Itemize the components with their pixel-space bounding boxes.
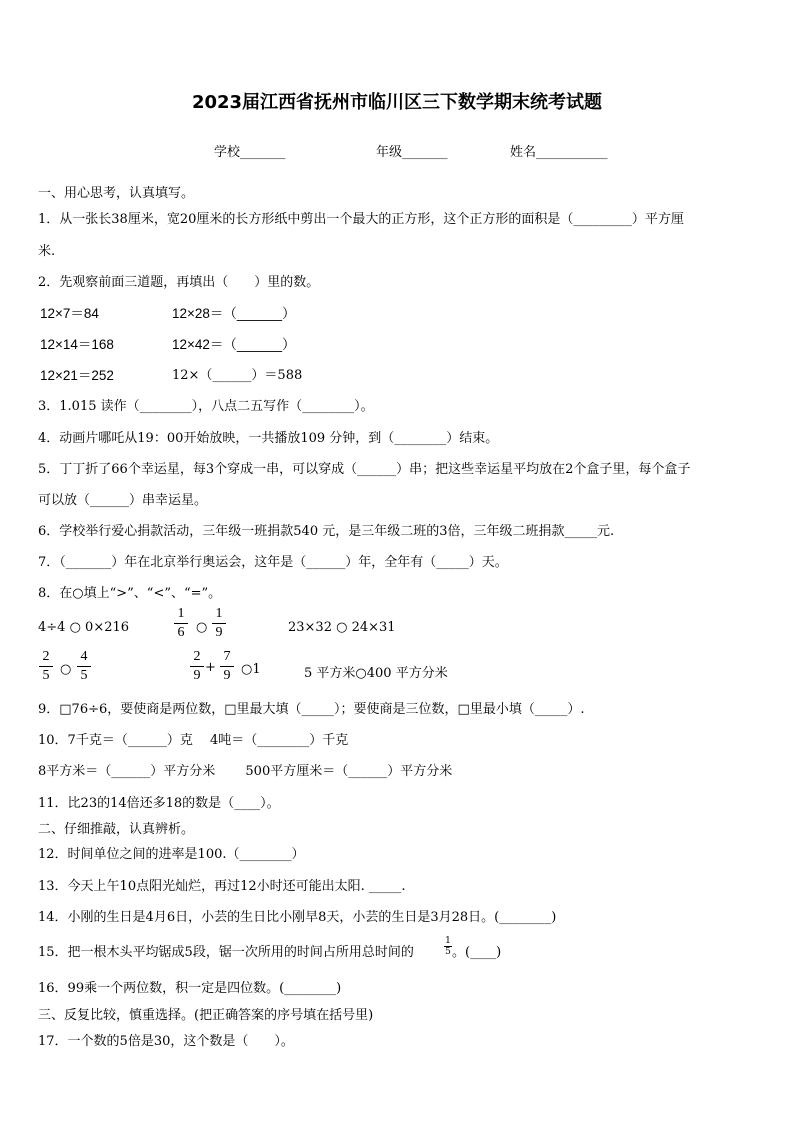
question-1-line-1: 1．从一张长38厘米，宽20厘米的长方形纸中剪出一个最大的正方形，这个正方形的面积是（_________）平方厘 xyxy=(38,212,684,227)
question-3: 3．1.015 读作（________），八点二五写作（________）。 xyxy=(38,399,374,414)
q8-item-f: 5 平方米○400 平方分米 xyxy=(304,666,448,681)
q2-row-3-right: 12×（______）＝588 xyxy=(172,368,303,383)
q8-compare-one: ○1 xyxy=(241,662,261,677)
question-14: 14．小刚的生日是4月6日，小芸的生日比小刚早8天，小芸的生日是3月28日。(________) xyxy=(38,910,557,925)
section-heading-1: 一、用心思考，认真填写。 xyxy=(38,186,195,201)
question-13: 13．今天上午10点阳光灿烂，再过12小时还可能出太阳. _____. xyxy=(38,879,406,894)
q2-row-1-right: 12×28＝（______） xyxy=(172,306,296,321)
q2-row-2-left: 12×14＝168 xyxy=(40,337,114,352)
q2-row-2-right: 12×42＝（______） xyxy=(172,337,296,352)
q15-fraction-1-5: 1 5 xyxy=(445,936,451,957)
question-15-tail: 。(____) xyxy=(452,945,502,960)
q8-fraction-2-5: 2 5 xyxy=(39,649,53,684)
q8-compare-circle: ○ xyxy=(196,620,208,635)
q8-item-a: 4÷4 ○ 0×216 xyxy=(38,620,130,635)
question-7: 7．（_______）年在北京举行奥运会，这年是（______）年，全年有（_____）天。 xyxy=(38,555,508,570)
section-heading-2: 二、仔细推敲，认真辨析。 xyxy=(38,822,195,837)
question-6: 6．学校举行爱心捐款活动，三年级一班捐款540 元，是三年级二班的3倍，三年级二班捐款_____元. xyxy=(38,524,615,539)
question-17: 17．一个数的5倍是30，这个数是（ ）。 xyxy=(38,1034,294,1049)
question-9: 9．□76÷6，要使商是两位数，□里最大填（_____）；要使商是三位数，□里最小填（_____）. xyxy=(38,702,585,717)
question-1-line-2: 米. xyxy=(38,244,56,259)
question-11: 11．比23的14倍还多18的数是（____）。 xyxy=(38,796,280,811)
page-title: 2023届江西省抚州市临川区三下数学期末统考试题 xyxy=(191,92,603,113)
q2-row-3-left: 12×21＝252 xyxy=(40,368,114,383)
grade-field[interactable]: 年级_______ xyxy=(376,145,448,160)
question-5-line-1: 5．丁丁折了66个幸运星，每3个穿成一串，可以穿成（______）串；把这些幸运星平均放在2个盒子里，每个盒子 xyxy=(38,462,691,477)
question-2: 2．先观察前面三道题，再填出（ ）里的数。 xyxy=(38,275,320,290)
question-16: 16．99乘一个两位数，积一定是四位数。(________) xyxy=(38,981,342,996)
q2-row-1-left: 12×7＝84 xyxy=(40,306,99,321)
section-heading-3: 三、反复比较，慎重选择。(把正确答案的序号填在括号里) xyxy=(38,1008,374,1023)
q8-fraction-4-5: 4 5 xyxy=(77,649,91,684)
question-5-line-2: 可以放（______）串幸运星。 xyxy=(38,493,208,508)
question-15: 15．把一根木头平均锯成5段，锯一次所用的时间占所用总时间的 xyxy=(38,945,414,960)
question-12: 12．时间单位之间的进率是100.（________） xyxy=(38,847,305,862)
name-field[interactable]: 姓名___________ xyxy=(510,145,608,160)
school-field[interactable]: 学校_______ xyxy=(214,145,286,160)
question-10-line-1: 10．7千克＝（______）克 4吨＝（________）千克 xyxy=(38,733,349,748)
q8-plus-sign: + xyxy=(205,660,216,675)
question-8: 8．在○填上“>”、“<”、“=”。 xyxy=(38,586,222,601)
question-4: 4．动画片哪吒从19：00开始放映，一共播放109 分钟，到（________）结束。 xyxy=(38,431,499,446)
q8-fraction-7-9: 7 9 xyxy=(220,649,234,684)
q8-fraction-1-9: 1 9 xyxy=(212,606,226,641)
q8-fraction-2-9: 2 9 xyxy=(190,649,204,684)
q8-fraction-1-6: 1 6 xyxy=(174,606,188,641)
question-10-line-2: 8平方米＝（______）平方分米 500平方厘米＝（______）平方分米 xyxy=(38,764,453,779)
q8-item-c: 23×32 ○ 24×31 xyxy=(288,620,396,635)
q8-compare-circle-2: ○ xyxy=(60,662,72,677)
